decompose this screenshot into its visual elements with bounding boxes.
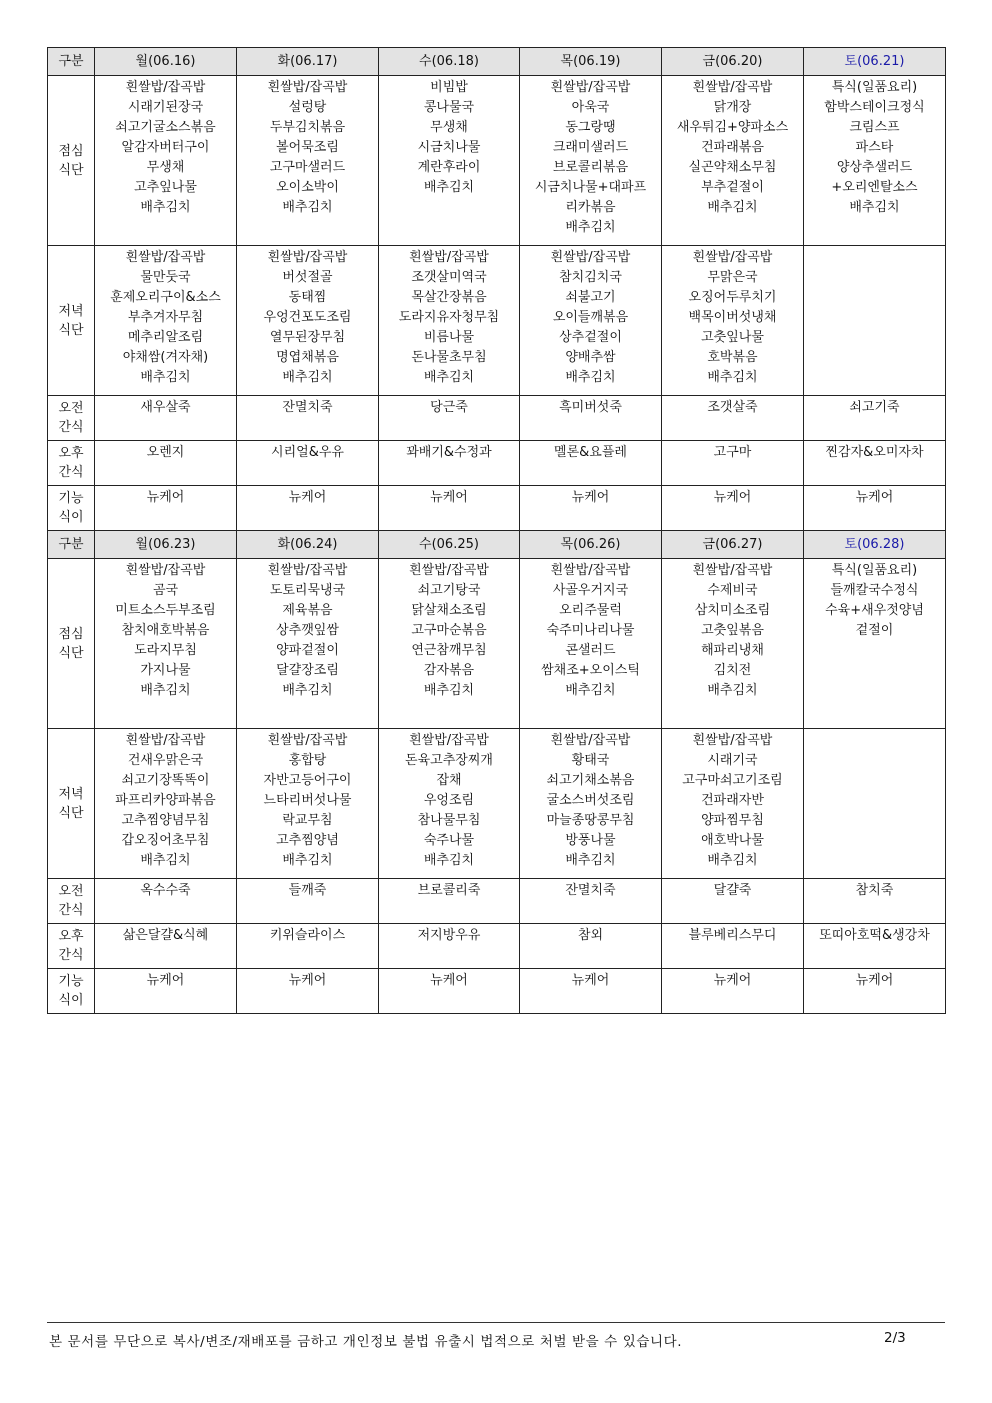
menu-item: 애호박나물 — [701, 833, 764, 848]
day-header: 목(06.19) — [520, 48, 662, 76]
dinner-cell — [520, 246, 662, 396]
menu-item: 고춧잎나물 — [701, 330, 764, 345]
afternoon-snack-cell: 삶은달걀&식혜 — [95, 924, 237, 969]
menu-item: 배추김치 — [565, 220, 616, 235]
label-line: 간식 — [58, 420, 84, 435]
day-header: 월(06.23) — [95, 531, 237, 559]
lunch-cell — [662, 76, 804, 246]
menu-item: 우엉건포도조림 — [263, 310, 352, 325]
afternoon-snack-cell: 시리얼&우유 — [237, 441, 379, 486]
functional-diet-cell: 뉴케어 — [237, 969, 379, 1014]
menu-item: 흰쌀밥/잡곡밥 — [125, 250, 206, 265]
menu-item: 도라지유자청무침 — [398, 310, 500, 325]
menu-item: 무생채 — [146, 160, 185, 175]
menu-item: 겉절이 — [855, 623, 894, 638]
functional-diet-cell: 뉴케어 — [379, 969, 520, 1014]
lunch-label — [48, 559, 95, 729]
menu-item: 특식(일품요리) — [831, 80, 918, 95]
label-line: 점심 — [58, 143, 84, 159]
menu-item: 배추김치 — [140, 853, 191, 868]
morning-snack-cell: 조갯살죽 — [662, 396, 804, 441]
morning-snack-cell: 들깨죽 — [237, 879, 379, 924]
menu-item: 배추김치 — [140, 370, 191, 385]
functional-diet-cell: 뉴케어 — [804, 969, 946, 1014]
dinner-cell — [379, 246, 520, 396]
morning-snack-row — [48, 879, 946, 924]
menu-item: 자반고등어구이 — [263, 773, 352, 788]
menu-item: 쇠불고기 — [565, 290, 616, 305]
menu-item: 고구마순볶음 — [411, 623, 487, 638]
functional-diet-cell: 뉴케어 — [804, 486, 946, 531]
morning-snack-cell: 옥수수죽 — [95, 879, 237, 924]
label-line: 저녁 — [58, 786, 84, 802]
morning-snack-cell: 참치죽 — [804, 879, 946, 924]
weekly-meal-table — [47, 47, 946, 1014]
dinner-cell — [379, 729, 520, 879]
menu-item: 흰쌀밥/잡곡밥 — [692, 733, 773, 748]
menu-item: 양파찜무침 — [701, 813, 764, 828]
menu-item: 흰쌀밥/잡곡밥 — [409, 250, 489, 265]
menu-item: 오이들깨볶음 — [552, 310, 629, 325]
menu-item: 메추리알조림 — [127, 330, 204, 345]
menu-item: 백목이버섯냉채 — [688, 310, 777, 325]
menu-item: 리카볶음 — [565, 200, 616, 215]
label-line: 식이 — [58, 510, 84, 525]
menu-item: 오징어두루치기 — [688, 290, 777, 305]
menu-item: 흰쌀밥/잡곡밥 — [267, 563, 348, 578]
day-header: 화(06.24) — [237, 531, 379, 559]
menu-item: 배추김치 — [282, 683, 333, 698]
menu-item: 흰쌀밥/잡곡밥 — [267, 733, 348, 748]
menu-item: 쇠고기장똑똑이 — [121, 773, 210, 788]
dinner-cell — [804, 246, 946, 396]
menu-item: 배추김치 — [423, 370, 475, 385]
menu-item: 명엽채볶음 — [276, 350, 339, 365]
menu-item: 배추김치 — [282, 853, 333, 868]
functional-diet-cell: 뉴케어 — [237, 486, 379, 531]
functional-diet-cell: 뉴케어 — [520, 486, 662, 531]
functional-diet-cell: 뉴케어 — [662, 486, 804, 531]
menu-item: 김치전 — [713, 663, 752, 678]
label-line: 식이 — [58, 993, 84, 1008]
menu-item: 흰쌀밥/잡곡밥 — [692, 80, 773, 95]
afternoon-snack-cell: 찐감자&오미자차 — [804, 441, 946, 486]
menu-item: 돈나물초무침 — [411, 350, 487, 365]
label-line: 간식 — [58, 948, 84, 963]
lunch-cell — [804, 76, 946, 246]
dinner-cell — [237, 246, 379, 396]
label-line: 간식 — [58, 903, 84, 918]
morning-snack-cell: 쇠고기죽 — [804, 396, 946, 441]
label-line: 식단 — [58, 805, 84, 821]
morning-snack-cell: 새우살죽 — [95, 396, 237, 441]
menu-item: 들깨칼국수정식 — [830, 583, 919, 598]
functional-diet-cell: 뉴케어 — [379, 486, 520, 531]
day-header: 수(06.25) — [379, 531, 520, 559]
dinner-cell — [662, 246, 804, 396]
menu-item: 무생채 — [430, 120, 468, 135]
menu-item: 시래기된장국 — [127, 100, 204, 115]
menu-item: 훈제오리구이&소스 — [110, 290, 221, 305]
menu-item: 갑오징어초무침 — [121, 833, 210, 848]
menu-item: 홍합탕 — [288, 753, 327, 768]
menu-item: 특식(일품요리) — [831, 563, 918, 578]
menu-item: 달걀장조림 — [276, 663, 339, 678]
menu-item: 야채쌈(겨자채) — [122, 350, 209, 365]
menu-item: 흰쌀밥/잡곡밥 — [125, 80, 206, 95]
afternoon-snack-cell: 블루베리스무디 — [662, 924, 804, 969]
menu-item: 참나물무침 — [417, 813, 481, 828]
menu-item: 흰쌀밥/잡곡밥 — [550, 80, 631, 95]
functional-diet-cell: 뉴케어 — [520, 969, 662, 1014]
menu-item: 흰쌀밥/잡곡밥 — [692, 250, 773, 265]
menu-item: 도라지무침 — [134, 643, 197, 658]
menu-item: 목살간장볶음 — [411, 290, 487, 305]
dinner-cell — [662, 729, 804, 879]
dinner-cell — [804, 729, 946, 879]
menu-item: 브로콜리볶음 — [552, 160, 629, 175]
menu-item: 고추찜양념 — [276, 833, 339, 848]
menu-item: 동태찜 — [288, 290, 327, 305]
day-header: 목(06.26) — [520, 531, 662, 559]
functional-diet-cell: 뉴케어 — [95, 969, 237, 1014]
afternoon-snack-row — [48, 441, 946, 486]
menu-item: 배추김치 — [565, 370, 616, 385]
day-header: 금(06.20) — [662, 48, 804, 76]
menu-item: 배추김치 — [140, 683, 191, 698]
menu-item: 가지나물 — [140, 663, 191, 678]
afternoon-snack-cell: 또띠아호떡&생강차 — [804, 924, 946, 969]
lunch-cell — [237, 76, 379, 246]
menu-item: 배추김치 — [423, 180, 475, 195]
menu-item: 양상추샐러드 — [836, 160, 913, 175]
lunch-cell — [804, 559, 946, 729]
afternoon-snack-label — [48, 441, 95, 486]
menu-item: 제육볶음 — [282, 603, 333, 618]
menu-item: 부추겨자무침 — [127, 310, 204, 325]
menu-item: 배추김치 — [423, 853, 475, 868]
morning-snack-cell: 잔멸치죽 — [237, 396, 379, 441]
menu-item: 수육+새우젓양념 — [825, 603, 924, 618]
menu-item: 곰국 — [152, 583, 179, 598]
menu-item: 비름나물 — [423, 330, 475, 345]
menu-item: 무맑은국 — [707, 270, 758, 285]
functional-diet-label — [48, 486, 95, 531]
menu-item: 계란후라이 — [417, 160, 481, 175]
category-header: 구분 — [48, 531, 95, 559]
morning-snack-cell: 당근죽 — [379, 396, 520, 441]
menu-item: 두부김치볶음 — [269, 120, 346, 135]
menu-item: 잡채 — [436, 773, 462, 788]
menu-item: 설렁탕 — [288, 100, 327, 115]
menu-item: 흰쌀밥/잡곡밥 — [267, 80, 348, 95]
category-header: 구분 — [48, 48, 95, 76]
menu-item: 볼어묵조림 — [276, 140, 339, 155]
day-header: 금(06.27) — [662, 531, 804, 559]
menu-item: 배추김치 — [565, 853, 616, 868]
afternoon-snack-cell: 키위슬라이스 — [237, 924, 379, 969]
label-line: 기능 — [58, 491, 84, 506]
menu-item: 건새우맑은국 — [127, 753, 204, 768]
menu-item: 닭살채소조림 — [411, 603, 487, 618]
afternoon-snack-cell: 참외 — [520, 924, 662, 969]
menu-item: 배추김치 — [282, 370, 333, 385]
menu-item: 함박스테이크정식 — [824, 100, 925, 115]
menu-item: 수제비국 — [707, 583, 758, 598]
menu-item: 고춧잎볶음 — [701, 623, 764, 638]
menu-item: 숙주미나리나물 — [546, 623, 635, 638]
afternoon-snack-cell: 멜론&요플레 — [520, 441, 662, 486]
menu-item: 방풍나물 — [565, 833, 616, 848]
day-header: 수(06.18) — [379, 48, 520, 76]
menu-item: 쇠고기탕국 — [417, 583, 481, 598]
menu-item: 시금치나물 — [417, 140, 481, 155]
lunch-label — [48, 76, 95, 246]
morning-snack-cell: 잔멸치죽 — [520, 879, 662, 924]
label-line: 식단 — [58, 322, 84, 338]
menu-item: 건파래볶음 — [701, 140, 764, 155]
functional-diet-cell: 뉴케어 — [95, 486, 237, 531]
label-line: 오전 — [58, 884, 84, 899]
menu-item: 부추겉절이 — [701, 180, 764, 195]
menu-item: 참치애호박볶음 — [121, 623, 210, 638]
menu-item: +오리엔탈소스 — [831, 180, 918, 195]
lunch-cell — [95, 76, 237, 246]
menu-item: 새우튀김+양파소스 — [676, 120, 789, 135]
label-line: 간식 — [58, 465, 84, 480]
menu-item: 흰쌀밥/잡곡밥 — [267, 250, 348, 265]
menu-item: 고추잎나물 — [134, 180, 197, 195]
menu-item: 고구마쇠고기조림 — [682, 773, 783, 788]
menu-item: 해파리냉채 — [701, 643, 764, 658]
menu-item: 물만둣국 — [140, 270, 191, 285]
lunch-cell — [520, 559, 662, 729]
menu-item: 마늘종땅콩무침 — [546, 813, 635, 828]
morning-snack-cell: 브로콜리죽 — [379, 879, 520, 924]
lunch-cell — [662, 559, 804, 729]
menu-item: 콘샐러드 — [565, 643, 616, 658]
menu-item: 건파래자반 — [701, 793, 764, 808]
menu-item: 콩나물국 — [423, 100, 475, 115]
lunch-row — [48, 76, 946, 246]
menu-item: 쇠고기채소볶음 — [546, 773, 635, 788]
dinner-cell — [520, 729, 662, 879]
menu-item: 배추김치 — [849, 200, 900, 215]
menu-item: 미트소스두부조림 — [115, 603, 216, 618]
afternoon-snack-cell: 꽈배기&수정과 — [379, 441, 520, 486]
menu-item: 알감자버터구이 — [121, 140, 210, 155]
label-line: 식단 — [58, 162, 84, 178]
afternoon-snack-cell: 저지방우유 — [379, 924, 520, 969]
menu-item: 숙주나물 — [423, 833, 475, 848]
functional-diet-cell: 뉴케어 — [662, 969, 804, 1014]
menu-item: 열무된장무침 — [269, 330, 346, 345]
menu-item: 흰쌀밥/잡곡밥 — [125, 563, 206, 578]
menu-item: 양파겉절이 — [276, 643, 339, 658]
afternoon-snack-cell: 오렌지 — [95, 441, 237, 486]
afternoon-snack-cell: 고구마 — [662, 441, 804, 486]
menu-item: 삼치미소조림 — [694, 603, 771, 618]
menu-item: 락교무침 — [282, 813, 333, 828]
menu-item: 호박볶음 — [707, 350, 758, 365]
week-header-row — [48, 531, 946, 559]
menu-item: 흰쌀밥/잡곡밥 — [550, 733, 631, 748]
menu-item: 고구마샐러드 — [269, 160, 346, 175]
menu-item: 시래기국 — [707, 753, 758, 768]
lunch-cell — [379, 559, 520, 729]
lunch-cell — [237, 559, 379, 729]
menu-item: 우엉조림 — [423, 793, 475, 808]
menu-item: 조갯살미역국 — [411, 270, 487, 285]
menu-item: 사골우거지국 — [552, 583, 629, 598]
menu-item: 쌈채조+오이스틱 — [541, 663, 640, 678]
menu-item: 아욱국 — [571, 100, 610, 115]
menu-item: 쇠고기굴소스볶음 — [115, 120, 216, 135]
menu-item: 상추깻잎쌈 — [276, 623, 339, 638]
morning-snack-label — [48, 879, 95, 924]
label-line: 오후 — [58, 929, 84, 944]
menu-item: 크림스프 — [849, 120, 900, 135]
menu-item: 닭개장 — [713, 100, 752, 115]
menu-item: 돈육고추장찌개 — [405, 753, 493, 768]
menu-item: 흰쌀밥/잡곡밥 — [125, 733, 206, 748]
menu-item: 흰쌀밥/잡곡밥 — [409, 733, 489, 748]
functional-diet-row — [48, 969, 946, 1014]
lunch-row — [48, 559, 946, 729]
day-header: 월(06.16) — [95, 48, 237, 76]
day-header: 토(06.21) — [804, 48, 946, 76]
menu-item: 흰쌀밥/잡곡밥 — [550, 250, 631, 265]
week-header-row — [48, 48, 946, 76]
copyright-notice: 본 문서를 무단으로 복사/변조/재배포를 금하고 개인정보 불법 유출시 법적으로 처벌 받을 수 있습니다. — [49, 1334, 683, 1350]
menu-item: 배추김치 — [282, 200, 333, 215]
menu-item: 배추김치 — [707, 200, 758, 215]
menu-item: 연근참깨무침 — [411, 643, 487, 658]
morning-snack-row — [48, 396, 946, 441]
menu-item: 파프리카양파볶음 — [115, 793, 216, 808]
dinner-row — [48, 246, 946, 396]
menu-item: 오리주물럭 — [559, 603, 622, 618]
afternoon-snack-label — [48, 924, 95, 969]
label-line: 오전 — [58, 401, 84, 416]
menu-item: 버섯절골 — [282, 270, 333, 285]
day-header: 화(06.17) — [237, 48, 379, 76]
functional-diet-label — [48, 969, 95, 1014]
menu-item: 오이소박이 — [276, 180, 339, 195]
menu-item: 배추김치 — [707, 370, 758, 385]
menu-item: 크래미샐러드 — [552, 140, 629, 155]
dinner-cell — [95, 729, 237, 879]
label-line: 기능 — [58, 974, 84, 989]
menu-item: 실곤약채소무침 — [688, 160, 777, 175]
page-number: 2/3 — [884, 1330, 906, 1346]
menu-item: 동그랑땡 — [565, 120, 616, 135]
menu-item: 양배추쌈 — [565, 350, 616, 365]
menu-item: 흰쌀밥/잡곡밥 — [409, 563, 489, 578]
menu-item: 배추김치 — [707, 683, 758, 698]
menu-item: 느타리버섯나물 — [263, 793, 352, 808]
dinner-label — [48, 729, 95, 879]
menu-item: 배추김치 — [565, 683, 616, 698]
afternoon-snack-row — [48, 924, 946, 969]
lunch-cell — [379, 76, 520, 246]
footer-divider — [47, 1322, 945, 1323]
menu-item: 도토리묵냉국 — [269, 583, 346, 598]
menu-item: 참치김치국 — [559, 270, 622, 285]
label-line: 저녁 — [58, 303, 84, 319]
menu-item: 고추찜양념무침 — [121, 813, 210, 828]
menu-item: 배추김치 — [140, 200, 191, 215]
menu-item: 상추겉절이 — [559, 330, 622, 345]
dinner-cell — [95, 246, 237, 396]
menu-item: 배추김치 — [707, 853, 758, 868]
dinner-row — [48, 729, 946, 879]
menu-item: 흰쌀밥/잡곡밥 — [692, 563, 773, 578]
dinner-label — [48, 246, 95, 396]
morning-snack-label — [48, 396, 95, 441]
morning-snack-cell: 달걀죽 — [662, 879, 804, 924]
label-line: 식단 — [58, 645, 84, 661]
menu-item: 배추김치 — [423, 683, 475, 698]
menu-item: 비빔밥 — [430, 80, 468, 95]
lunch-cell — [95, 559, 237, 729]
label-line: 점심 — [58, 626, 84, 642]
menu-item: 감자볶음 — [423, 663, 475, 678]
day-header: 토(06.28) — [804, 531, 946, 559]
morning-snack-cell: 흑미버섯죽 — [520, 396, 662, 441]
menu-item: 시금치나물+대파프 — [534, 180, 647, 195]
menu-item: 파스타 — [855, 140, 894, 155]
functional-diet-row — [48, 486, 946, 531]
menu-item: 황태국 — [571, 753, 610, 768]
label-line: 오후 — [58, 446, 84, 461]
menu-item: 굴소스버섯조림 — [546, 793, 635, 808]
dinner-cell — [237, 729, 379, 879]
menu-item: 흰쌀밥/잡곡밥 — [550, 563, 631, 578]
lunch-cell — [520, 76, 662, 246]
